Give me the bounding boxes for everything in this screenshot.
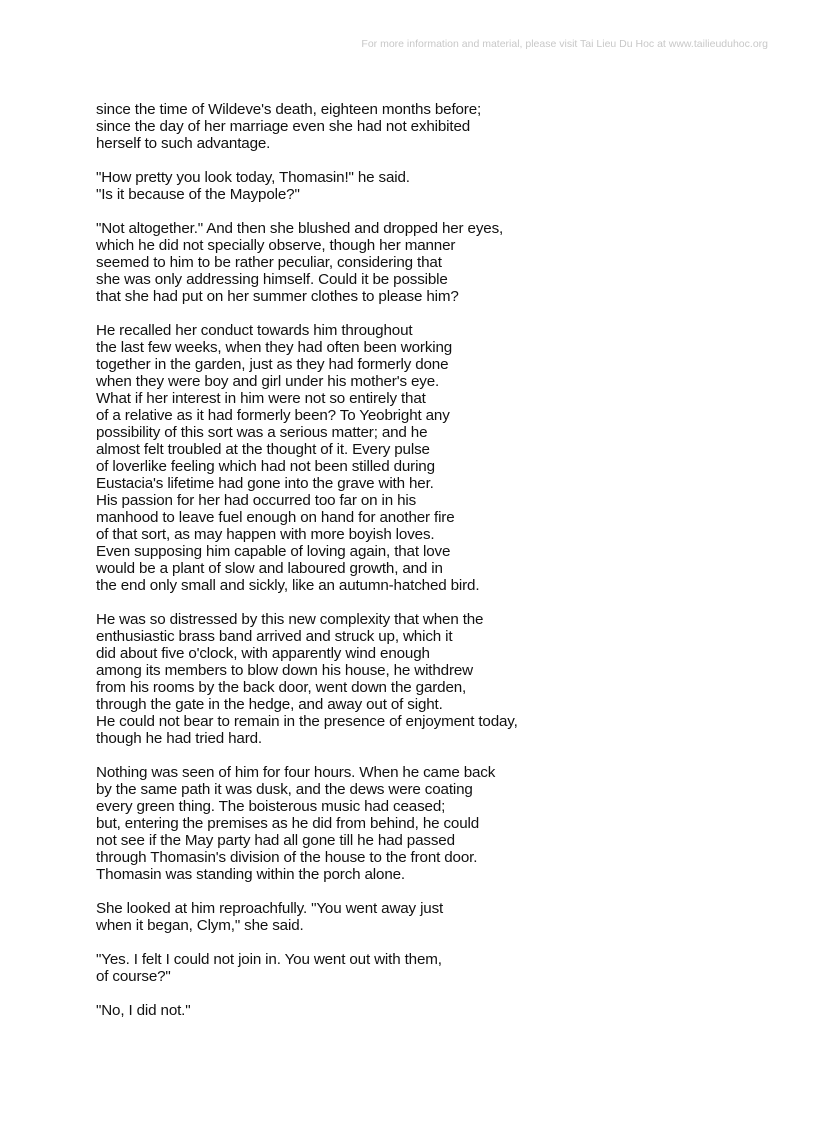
paragraph [96,169,776,203]
text-line: "No, I did not." [96,1002,191,1019]
text-line: "Yes. I felt I could not join in. You went out with them, [96,951,442,968]
text-line: every green thing. The boisterous music had ceased; [96,798,446,815]
text-line: which he did not specially observe, though her manner [96,237,456,254]
paragraph [96,764,776,883]
text-line: but, entering the premises as he did from behind, he could [96,815,480,832]
text-line: among its members to blow down his house, he withdrew [96,662,473,679]
text-line: He recalled her conduct towards him throughout [96,322,413,339]
text-line: almost felt troubled at the thought of it. Every pulse [96,441,430,458]
text-line: Eustacia's lifetime had gone into the grave with her. [96,475,434,492]
text-line: His passion for her had occurred too far on in his [96,492,417,509]
paragraph [96,1002,776,1019]
text-line: when it began, Clym," she said. [96,917,304,934]
text-line: "How pretty you look today, Thomasin!" he said. [96,169,410,186]
text-line: that she had put on her summer clothes to please him? [96,288,459,305]
text-line: manhood to leave fuel enough on hand for another fire [96,509,455,526]
text-line: "Is it because of the Maypole?" [96,186,300,203]
text-line: seemed to him to be rather peculiar, considering that [96,254,442,271]
text-line: of a relative as it had formerly been? To Yeobright any [96,407,450,424]
text-line: when they were boy and girl under his mother's eye. [96,373,440,390]
text-line: by the same path it was dusk, and the dews were coating [96,781,473,798]
text-line: since the time of Wildeve's death, eighteen months before; [96,101,482,118]
text-line: possibility of this sort was a serious matter; and he [96,424,428,441]
text-line: from his rooms by the back door, went down the garden, [96,679,467,696]
text-line: through Thomasin's division of the house to the front door. [96,849,478,866]
paragraph [96,101,776,152]
paragraph [96,322,776,594]
text-line: together in the garden, just as they had formerly done [96,356,449,373]
text-line: the end only small and sickly, like an autumn-hatched bird. [96,577,480,594]
text-line: What if her interest in him were not so entirely that [96,390,426,407]
text-line: the last few weeks, when they had often been working [96,339,453,356]
text-line: Nothing was seen of him for four hours. When he came back [96,764,496,781]
text-line: Even supposing him capable of loving again, that love [96,543,451,560]
text-line: not see if the May party had all gone till he had passed [96,832,455,849]
text-line: would be a plant of slow and laboured growth, and in [96,560,443,577]
watermark-text: For more information and material, please visit Tai Lieu Du Hoc at www.tailieuduhoc.org [361,38,768,50]
paragraph [96,900,776,934]
text-line: "Not altogether." And then she blushed and dropped her eyes, [96,220,504,237]
text-line: He could not bear to remain in the presence of enjoyment today, [96,713,518,730]
text-line: herself to such advantage. [96,135,271,152]
text-line: She looked at him reproachfully. "You went away just [96,900,444,917]
text-line: through the gate in the hedge, and away out of sight. [96,696,443,713]
text-line: of course?" [96,968,171,985]
text-line: Thomasin was standing within the porch alone. [96,866,405,883]
text-line: enthusiastic brass band arrived and struck up, which it [96,628,453,645]
text-line: since the day of her marriage even she had not exhibited [96,118,471,135]
text-line: of that sort, as may happen with more boyish loves. [96,526,435,543]
text-line: of loverlike feeling which had not been stilled during [96,458,435,475]
paragraph [96,951,776,985]
document-body [96,101,776,1036]
paragraph [96,220,776,305]
text-line: He was so distressed by this new complexity that when the [96,611,484,628]
text-line: though he had tried hard. [96,730,262,747]
paragraph [96,611,776,747]
text-line: she was only addressing himself. Could it be possible [96,271,448,288]
text-line: did about five o'clock, with apparently wind enough [96,645,430,662]
